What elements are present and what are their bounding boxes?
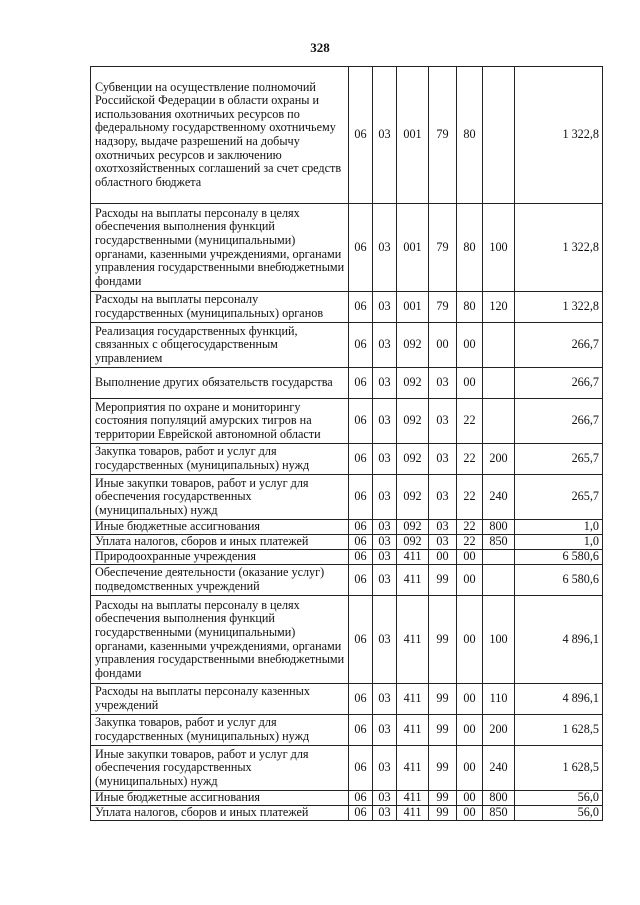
row-section: 06 (349, 399, 373, 444)
row-target-code-3: 00 (457, 746, 483, 791)
row-target-code-2: 03 (429, 535, 457, 550)
row-subsection: 03 (373, 368, 397, 399)
row-expense-type (483, 323, 515, 368)
row-target-code-1: 092 (397, 399, 429, 444)
row-name: Иные закупки товаров, работ и услуг для обеспечения государственных (муниципальных) нужд (91, 746, 349, 791)
row-target-code-3: 22 (457, 475, 483, 520)
row-expense-type: 800 (483, 791, 515, 806)
row-subsection: 03 (373, 323, 397, 368)
row-target-code-1: 092 (397, 535, 429, 550)
row-target-code-3: 22 (457, 444, 483, 475)
row-section: 06 (349, 204, 373, 292)
row-amount: 6 580,6 (515, 550, 603, 565)
row-name: Иные бюджетные ассигнования (91, 520, 349, 535)
row-amount: 266,7 (515, 323, 603, 368)
row-expense-type (483, 399, 515, 444)
row-section: 06 (349, 368, 373, 399)
row-amount: 265,7 (515, 444, 603, 475)
row-expense-type (483, 565, 515, 596)
row-expense-type: 850 (483, 535, 515, 550)
row-target-code-2: 99 (429, 565, 457, 596)
row-section: 06 (349, 292, 373, 323)
row-target-code-2: 03 (429, 444, 457, 475)
row-target-code-1: 092 (397, 323, 429, 368)
row-target-code-2: 79 (429, 67, 457, 204)
row-target-code-2: 03 (429, 520, 457, 535)
row-target-code-3: 00 (457, 596, 483, 684)
row-name: Обеспечение деятельности (оказание услуг) подведомственных учреждений (91, 565, 349, 596)
row-section: 06 (349, 475, 373, 520)
row-target-code-3: 00 (457, 550, 483, 565)
table-row (91, 535, 603, 550)
row-amount: 1 322,8 (515, 204, 603, 292)
row-target-code-3: 80 (457, 204, 483, 292)
table-body (91, 67, 603, 821)
row-target-code-2: 99 (429, 715, 457, 746)
row-subsection: 03 (373, 746, 397, 791)
row-name: Расходы на выплаты персоналу в целях обеспечения выполнения функций государственными (муниципальными) органами, казенными учреждениями, органами управления государственными внебюджетными фондами (91, 596, 349, 684)
row-expense-type: 240 (483, 475, 515, 520)
row-amount: 266,7 (515, 368, 603, 399)
row-target-code-1: 001 (397, 67, 429, 204)
row-amount: 1,0 (515, 535, 603, 550)
row-target-code-3: 00 (457, 791, 483, 806)
row-expense-type (483, 368, 515, 399)
row-name: Реализация государственных функций, связанных с общегосударственным управлением (91, 323, 349, 368)
table-row (91, 715, 603, 746)
row-target-code-1: 411 (397, 715, 429, 746)
row-subsection: 03 (373, 550, 397, 565)
row-expense-type: 800 (483, 520, 515, 535)
row-target-code-2: 99 (429, 791, 457, 806)
row-target-code-3: 00 (457, 684, 483, 715)
row-amount: 56,0 (515, 791, 603, 806)
row-target-code-1: 411 (397, 565, 429, 596)
row-amount: 56,0 (515, 806, 603, 821)
row-name: Закупка товаров, работ и услуг для государственных (муниципальных) нужд (91, 715, 349, 746)
row-name: Закупка товаров, работ и услуг для государственных (муниципальных) нужд (91, 444, 349, 475)
row-amount: 1,0 (515, 520, 603, 535)
row-target-code-2: 79 (429, 204, 457, 292)
row-name: Уплата налогов, сборов и иных платежей (91, 535, 349, 550)
row-target-code-2: 03 (429, 399, 457, 444)
row-amount: 4 896,1 (515, 596, 603, 684)
row-name: Выполнение других обязательств государства (91, 368, 349, 399)
row-target-code-3: 00 (457, 806, 483, 821)
row-target-code-1: 411 (397, 596, 429, 684)
row-amount: 265,7 (515, 475, 603, 520)
table-row (91, 292, 603, 323)
table-row (91, 520, 603, 535)
row-target-code-1: 411 (397, 550, 429, 565)
row-amount: 6 580,6 (515, 565, 603, 596)
row-subsection: 03 (373, 444, 397, 475)
row-target-code-1: 001 (397, 292, 429, 323)
table-row (91, 67, 603, 204)
row-section: 06 (349, 444, 373, 475)
row-target-code-2: 03 (429, 368, 457, 399)
row-name: Расходы на выплаты персоналу государственных (муниципальных) органов (91, 292, 349, 323)
table-row (91, 596, 603, 684)
row-target-code-1: 092 (397, 475, 429, 520)
row-subsection: 03 (373, 520, 397, 535)
row-section: 06 (349, 323, 373, 368)
row-name: Природоохранные учреждения (91, 550, 349, 565)
row-name: Мероприятия по охране и мониторингу состояния популяций амурских тигров на территории Еврейской автономной области (91, 399, 349, 444)
row-target-code-3: 00 (457, 715, 483, 746)
table-row (91, 444, 603, 475)
row-section: 06 (349, 535, 373, 550)
row-target-code-1: 001 (397, 204, 429, 292)
row-amount: 4 896,1 (515, 684, 603, 715)
row-expense-type: 120 (483, 292, 515, 323)
table-row (91, 204, 603, 292)
row-target-code-1: 092 (397, 444, 429, 475)
row-expense-type (483, 67, 515, 204)
row-target-code-3: 80 (457, 292, 483, 323)
table-row (91, 475, 603, 520)
row-expense-type (483, 550, 515, 565)
row-section: 06 (349, 684, 373, 715)
row-section: 06 (349, 715, 373, 746)
row-expense-type: 240 (483, 746, 515, 791)
row-section: 06 (349, 806, 373, 821)
row-expense-type: 200 (483, 715, 515, 746)
row-amount: 1 322,8 (515, 67, 603, 204)
row-target-code-3: 00 (457, 565, 483, 596)
row-expense-type: 100 (483, 596, 515, 684)
table-row (91, 368, 603, 399)
row-target-code-1: 411 (397, 806, 429, 821)
row-target-code-3: 00 (457, 368, 483, 399)
table-row (91, 399, 603, 444)
table-row (91, 550, 603, 565)
row-expense-type: 850 (483, 806, 515, 821)
row-section: 06 (349, 791, 373, 806)
table-row (91, 791, 603, 806)
row-target-code-1: 411 (397, 746, 429, 791)
row-target-code-2: 03 (429, 475, 457, 520)
row-name: Уплата налогов, сборов и иных платежей (91, 806, 349, 821)
table-row (91, 323, 603, 368)
row-target-code-2: 00 (429, 323, 457, 368)
row-amount: 1 628,5 (515, 715, 603, 746)
row-target-code-1: 092 (397, 368, 429, 399)
row-section: 06 (349, 67, 373, 204)
row-expense-type: 110 (483, 684, 515, 715)
row-section: 06 (349, 746, 373, 791)
row-target-code-1: 411 (397, 791, 429, 806)
row-amount: 266,7 (515, 399, 603, 444)
row-subsection: 03 (373, 684, 397, 715)
row-subsection: 03 (373, 596, 397, 684)
row-target-code-1: 411 (397, 684, 429, 715)
row-name: Расходы на выплаты персоналу казенных учреждений (91, 684, 349, 715)
row-section: 06 (349, 520, 373, 535)
row-target-code-2: 00 (429, 550, 457, 565)
table-row (91, 746, 603, 791)
row-target-code-2: 99 (429, 806, 457, 821)
page-number: 328 (310, 40, 330, 55)
row-subsection: 03 (373, 535, 397, 550)
row-subsection: 03 (373, 292, 397, 323)
row-name: Субвенции на осуществление полномочий Российской Федерации в области охраны и использования охотничьих ресурсов по федеральному государственному охотничьему надзору, выдаче разрешений на добычу охотничьих ресурсов и заключению охотхозяйственных соглашений за счет средств областного бюджета (91, 67, 349, 204)
table-row (91, 806, 603, 821)
row-subsection: 03 (373, 475, 397, 520)
row-target-code-3: 80 (457, 67, 483, 204)
budget-table (90, 66, 603, 821)
table-row (91, 565, 603, 596)
row-amount: 1 628,5 (515, 746, 603, 791)
row-target-code-2: 99 (429, 684, 457, 715)
row-target-code-3: 22 (457, 535, 483, 550)
row-target-code-3: 00 (457, 323, 483, 368)
row-subsection: 03 (373, 399, 397, 444)
row-amount: 1 322,8 (515, 292, 603, 323)
row-subsection: 03 (373, 565, 397, 596)
row-target-code-2: 79 (429, 292, 457, 323)
row-target-code-1: 092 (397, 520, 429, 535)
row-subsection: 03 (373, 806, 397, 821)
row-section: 06 (349, 550, 373, 565)
row-subsection: 03 (373, 715, 397, 746)
row-target-code-3: 22 (457, 520, 483, 535)
row-expense-type: 100 (483, 204, 515, 292)
row-subsection: 03 (373, 791, 397, 806)
row-expense-type: 200 (483, 444, 515, 475)
row-target-code-2: 99 (429, 746, 457, 791)
row-section: 06 (349, 565, 373, 596)
row-name: Расходы на выплаты персоналу в целях обеспечения выполнения функций государственными (муниципальными) органами, казенными учреждениями, органами управления государственными внебюджетными фондами (91, 204, 349, 292)
row-subsection: 03 (373, 204, 397, 292)
row-subsection: 03 (373, 67, 397, 204)
row-target-code-2: 99 (429, 596, 457, 684)
row-name: Иные закупки товаров, работ и услуг для обеспечения государственных (муниципальных) нужд (91, 475, 349, 520)
row-target-code-3: 22 (457, 399, 483, 444)
row-name: Иные бюджетные ассигнования (91, 791, 349, 806)
row-section: 06 (349, 596, 373, 684)
table-row (91, 684, 603, 715)
